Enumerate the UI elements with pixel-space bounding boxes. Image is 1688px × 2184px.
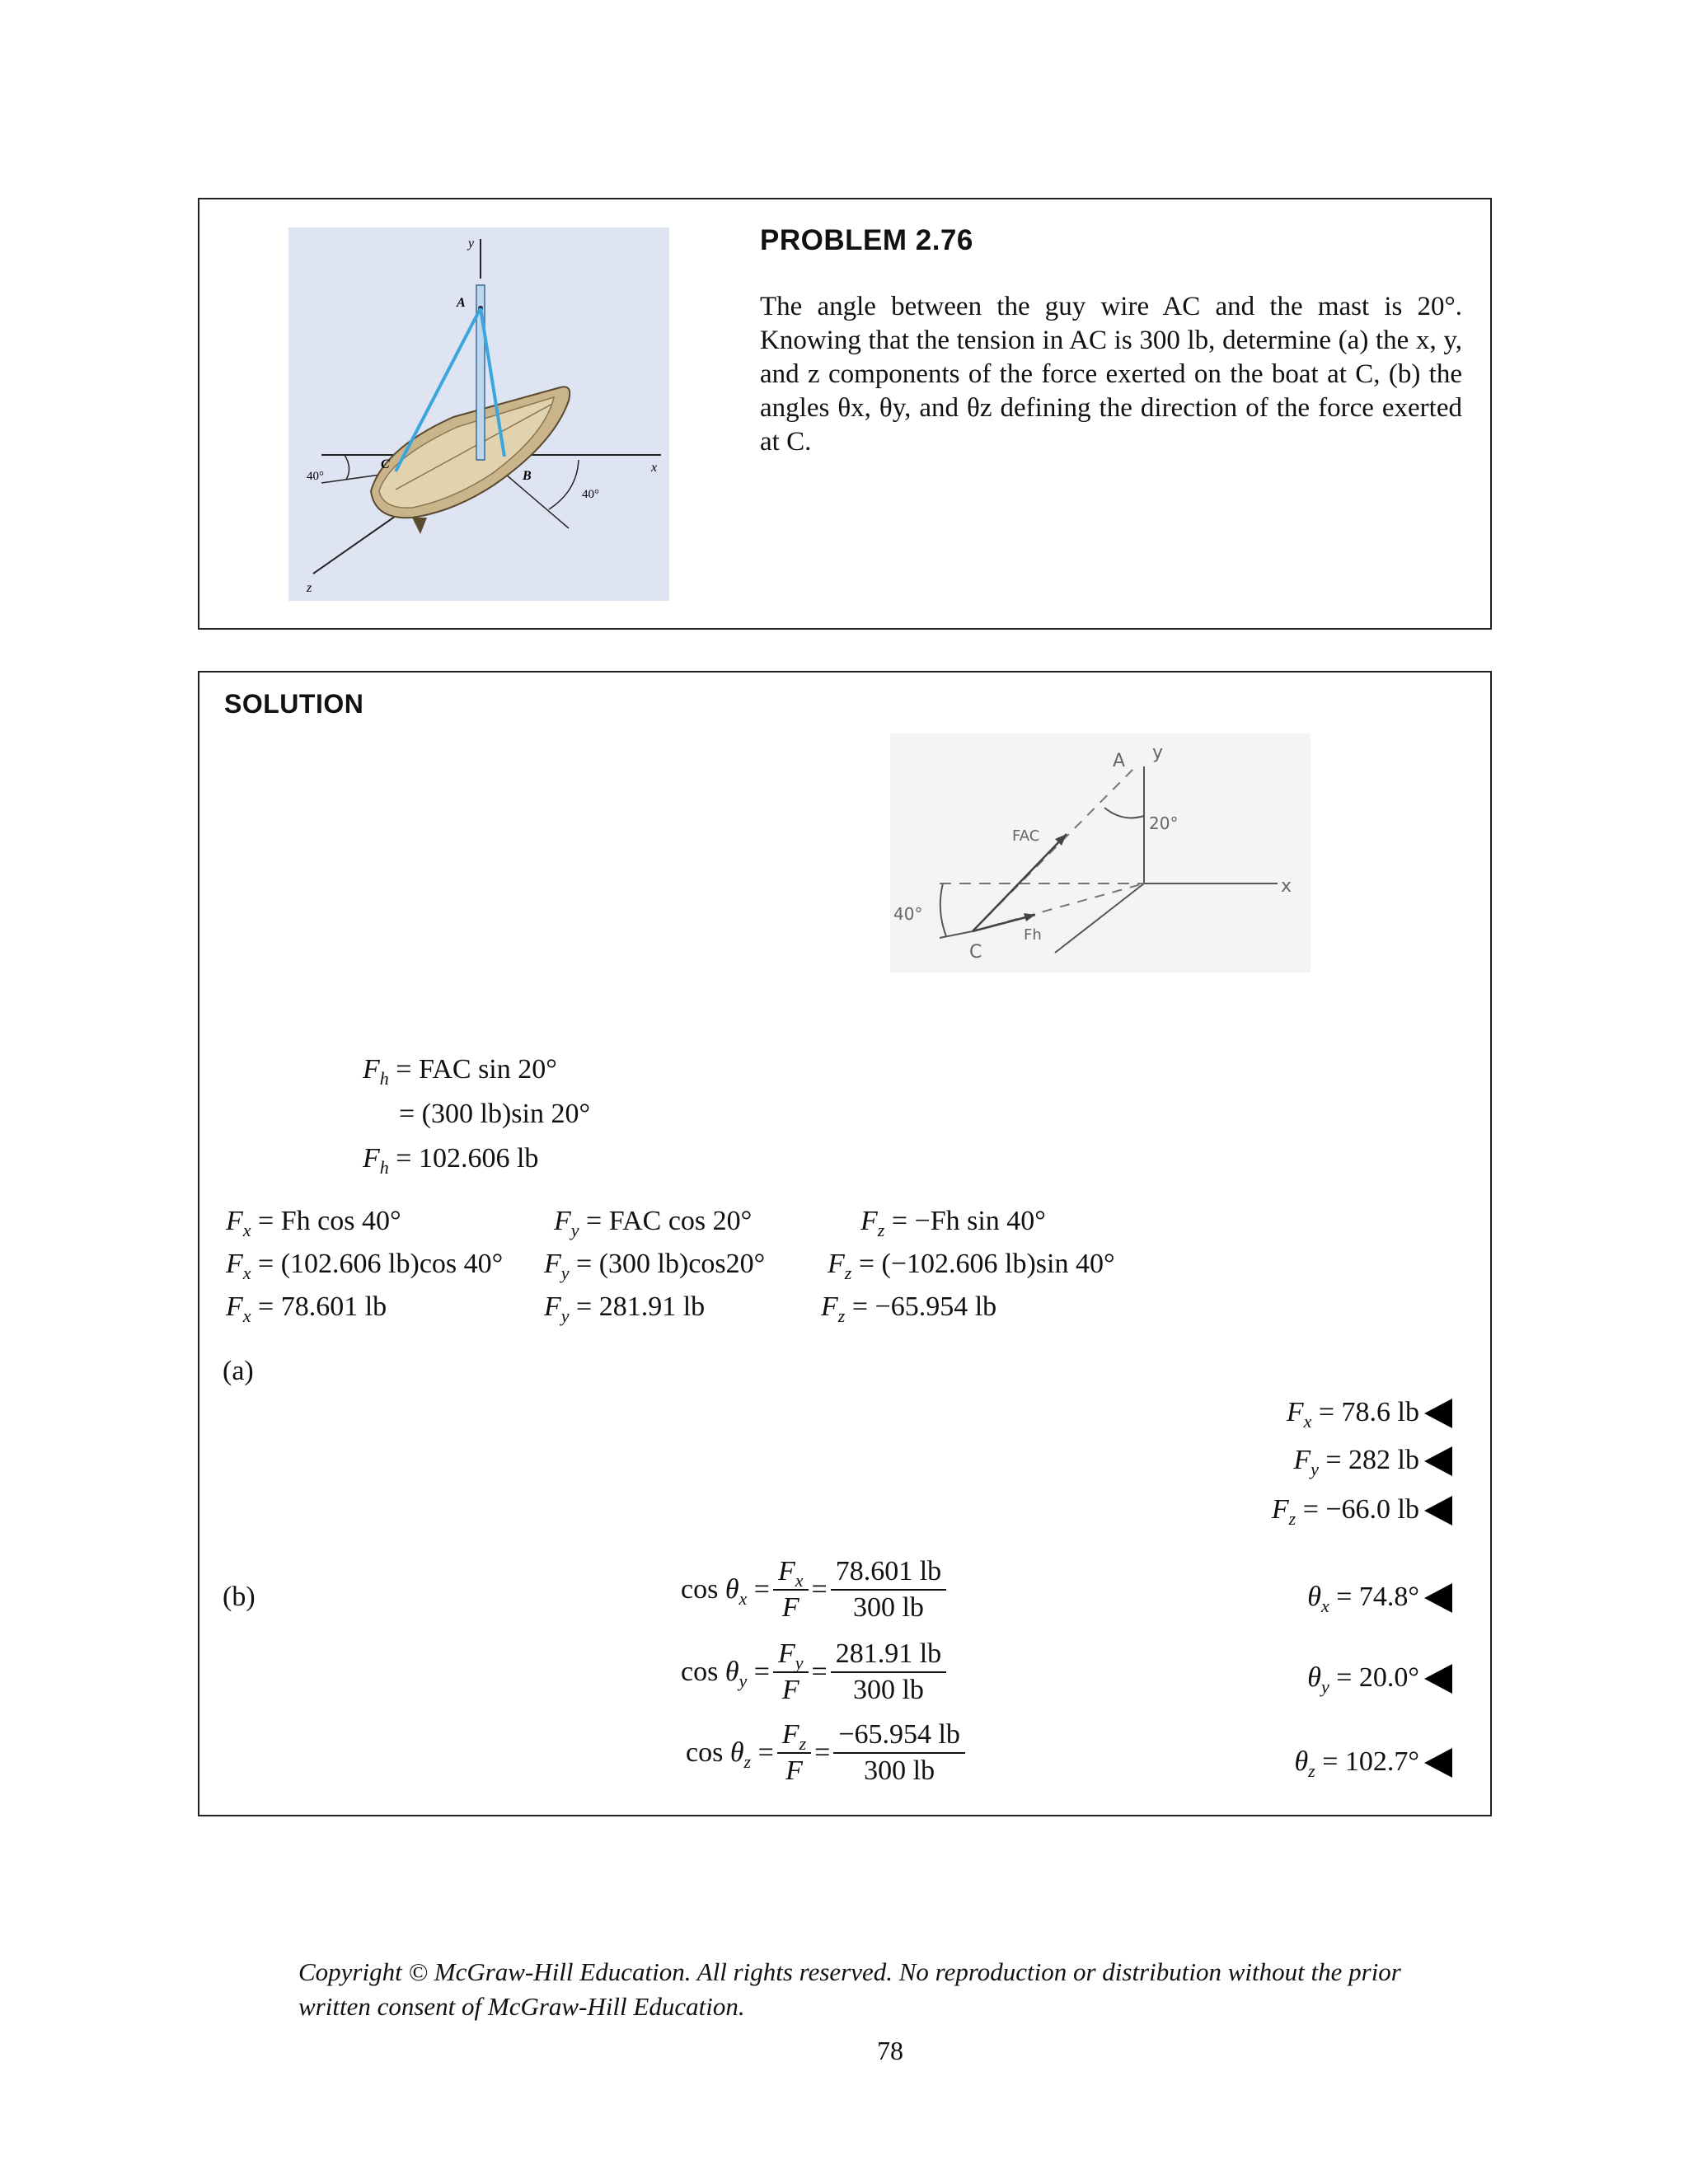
sketch-label-angle20: 20° <box>1149 813 1179 833</box>
cos-theta-z-lhs: $\cos \theta_z$ = <box>686 1737 774 1772</box>
fz-line-2: $F_z = (-102.606$ lb)sin 40° <box>828 1249 1115 1283</box>
answer-marker-icon <box>1424 1748 1452 1778</box>
figure-label-angle-right: 40° <box>582 488 599 501</box>
answer-theta-z-value: = 102.7° <box>1322 1746 1419 1777</box>
answer-theta-y: $\theta_y = 20.0^\circ$ <box>1071 1661 1452 1694</box>
figure-label-x: x <box>651 461 658 475</box>
cos-theta-z-num: −65.954 lb <box>833 1719 965 1754</box>
answer-marker-icon <box>1424 1399 1452 1428</box>
fh-line-2 <box>399 1098 590 1131</box>
sketch-label-c: C <box>969 942 982 963</box>
fz-line-1-rhs: = −Fh sin 40° <box>891 1206 1046 1236</box>
fx-line-3-rhs: = 78.601 lb <box>258 1291 387 1322</box>
figure-label-a: A <box>457 296 466 310</box>
answer-fz: $F_z = -66.0$ lb <box>1071 1493 1452 1526</box>
fh-line-1: $F_h$ = FAC sin 20° <box>363 1054 557 1089</box>
problem-text: The angle between the guy wire AC and the mast is 20°. Knowing that the tension in AC is 300 lb, determine (a) the x, y, and z components of the force exerted on the boat at C, (b) the angles θx, θy, and θz defining the direction of the force exerted at C. <box>760 292 1462 457</box>
sketch-label-angle40: 40° <box>893 904 923 924</box>
sketch-label-a: A <box>1113 751 1126 771</box>
figure-label-c: C <box>381 457 390 471</box>
fy-line-3-rhs: = 281.91 lb <box>576 1291 706 1322</box>
cos-theta-y-row: $\cos \theta_y$ = $\frac{F_y}{F}$ = $\frac{281.91 lb}{300 lb}$ <box>681 1638 950 1706</box>
fz-line-1: $F_z = -Fh$ sin 40° <box>860 1206 1046 1240</box>
answer-marker-icon <box>1424 1664 1452 1694</box>
sketch-label-fh: Fh <box>1024 926 1042 944</box>
answer-theta-x-value: = 74.8° <box>1336 1582 1419 1612</box>
problem-title: PROBLEM 2.76 <box>760 224 973 256</box>
fx-line-1-rhs: = Fh cos 40° <box>258 1206 401 1236</box>
cos-theta-y-lhs: $\cos \theta_y$ = <box>681 1657 770 1691</box>
sketch-label-y: y <box>1152 743 1164 763</box>
cos-theta-z-ratio: $\frac{F_z}{F}$ <box>777 1719 811 1787</box>
figure-label-z: z <box>307 581 312 595</box>
cos-theta-x-lhs: $\cos \theta_x$ = <box>681 1574 770 1609</box>
fx-line-3: $F_x = 78.601$ lb <box>226 1291 387 1326</box>
answer-theta-z: $\theta_z = 102.7^\circ$ <box>1071 1746 1452 1779</box>
answer-marker-icon <box>1424 1496 1452 1526</box>
sketch-background <box>890 733 1311 972</box>
cos-theta-y-den: 300 lb <box>852 1675 924 1705</box>
boat-figure <box>288 227 669 601</box>
figure-label-angle-left: 40° <box>307 470 324 483</box>
cos-theta-x-den: 300 lb <box>852 1592 924 1623</box>
answer-theta-x: $\theta_x = 74.8^\circ$ <box>1071 1581 1452 1614</box>
answer-fz-value: = −66.0 lb <box>1302 1494 1419 1525</box>
answer-fx: $F_x = 78.6$ lb <box>1071 1396 1452 1429</box>
part-b-label: (b) <box>223 1582 256 1612</box>
answer-marker-icon <box>1424 1446 1452 1476</box>
cos-theta-z-row: $\cos \theta_z$ = $\frac{F_z}{F}$ = $\frac{-65.954 lb}{300 lb}$ <box>686 1719 968 1787</box>
answer-marker-icon <box>1424 1583 1452 1613</box>
fx-line-2: $F_x = (102.606$ lb)cos 40° <box>226 1249 504 1283</box>
cos-theta-x-value <box>831 1556 946 1624</box>
cos-theta-x-row: $\cos \theta_x$ = $\frac{F_x}{F}$ = $\frac{78.601 lb}{300 lb}$ <box>681 1556 950 1624</box>
cos-theta-y-ratio: $\frac{F_y}{F}$ <box>773 1638 809 1706</box>
answer-fx-value: = 78.6 lb <box>1318 1397 1419 1427</box>
fh-line-3-rhs: = 102.606 lb <box>396 1143 539 1174</box>
cos-theta-x-num: 78.601 lb <box>831 1556 946 1591</box>
answer-theta-y-value: = 20.0° <box>1336 1662 1419 1693</box>
figure-label-y: y <box>468 237 475 251</box>
fh-line-1-rhs: = FAC sin 20° <box>396 1054 557 1085</box>
fz-line-3-rhs: = −65.954 lb <box>851 1291 997 1322</box>
fz-line-2-rhs: = (−102.606 lb)sin 40° <box>858 1249 1115 1279</box>
cos-theta-y-num: 281.91 lb <box>831 1638 946 1673</box>
cos-theta-z-den: 300 lb <box>864 1755 935 1786</box>
sketch-label-x: x <box>1281 876 1292 897</box>
fz-line-3: $F_z = -65.954$ lb <box>821 1291 997 1326</box>
solution-title: SOLUTION <box>224 689 364 719</box>
copyright-notice: Copyright © McGraw-Hill Education. All rights reserved. No reproduction or distribution without the prior written consent of McGraw-Hill Education. <box>298 1957 1401 2021</box>
fy-line-3: $F_y = 281.91$ lb <box>544 1291 706 1326</box>
cos-theta-z-value <box>833 1719 965 1787</box>
fy-line-2-rhs: = (300 lb)cos20° <box>576 1249 766 1279</box>
sketch-label-fac: FAC <box>1012 827 1040 845</box>
fx-line-2-rhs: = (102.606 lb)cos 40° <box>258 1249 504 1279</box>
fy-line-2: $F_y = (300$ lb)cos20° <box>544 1249 766 1283</box>
cos-theta-x-ratio: $\frac{F_x}{F}$ <box>773 1556 809 1624</box>
answer-fy-value: = 282 lb <box>1325 1445 1419 1475</box>
fy-line-1-rhs: = FAC cos 20° <box>586 1206 753 1236</box>
answer-fy: $F_y = 282$ lb <box>1071 1444 1452 1477</box>
cos-theta-y-value <box>831 1638 946 1706</box>
page-number: 78 <box>877 2036 903 2065</box>
solution-sketch <box>890 733 1311 972</box>
fx-line-1: $F_x = Fh$ cos 40° <box>226 1206 401 1240</box>
figure-label-b: B <box>523 469 532 483</box>
fh-line-2-rhs: = (300 lb)sin 20° <box>399 1099 591 1129</box>
part-a-label: (a) <box>223 1356 254 1386</box>
fh-line-3: $F_h = 102.606$ lb <box>363 1143 539 1178</box>
fy-line-1: $F_y$ = FAC cos 20° <box>554 1206 753 1240</box>
